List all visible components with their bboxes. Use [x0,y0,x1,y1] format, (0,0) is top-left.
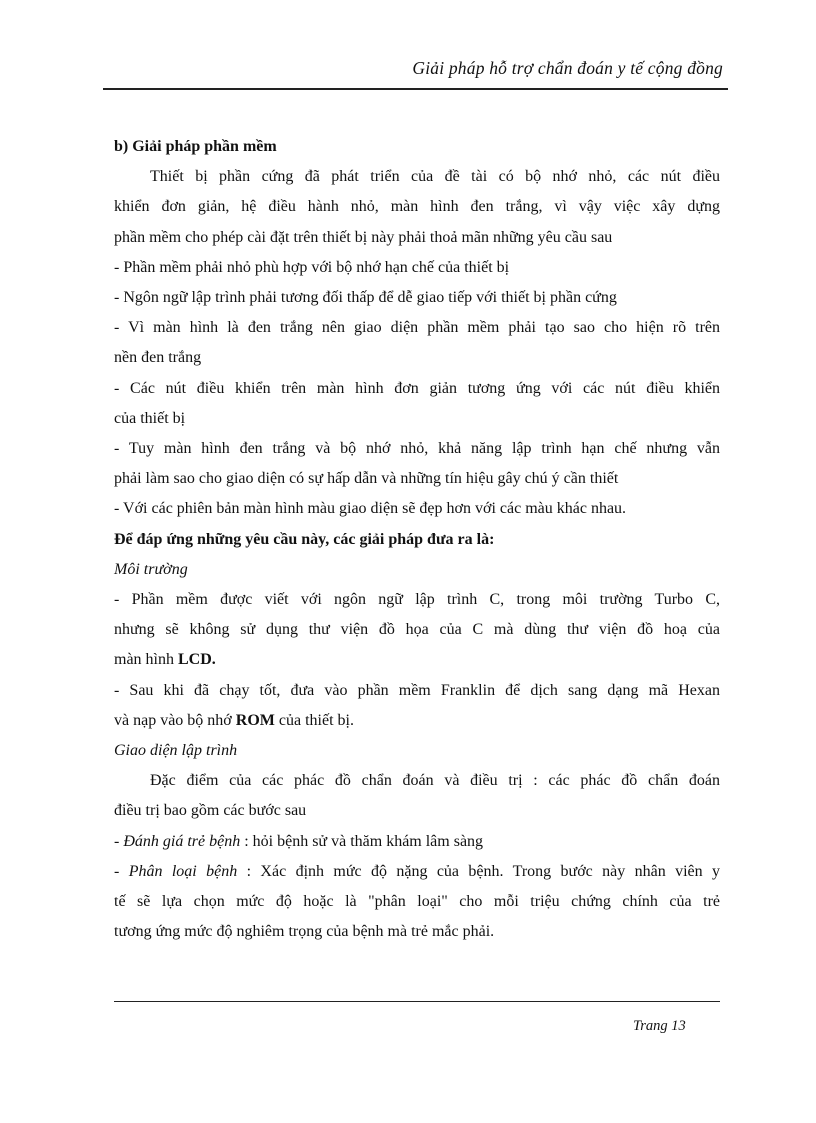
interface-p1-line-2: điều trị bao gồm các bước sau [114,802,307,820]
footer-divider [114,1001,720,1002]
intro-line-3: phần mềm cho phép cài đặt trên thiết bị này phải thoả mãn những yêu cầu sau [114,228,613,246]
environment-p2-line-1: - Sau khi đã chạy tốt, đưa vào phần mềm Franklin để dịch sang dạng mã Hexan [114,681,720,699]
step-1-text: : hỏi bệnh sử và thăm khám lâm sàng [240,832,484,850]
step-2-label: - Phân loại bệnh [114,862,238,880]
requirement-1: - Phần mềm phải nhỏ phù hợp với bộ nhớ hạn chế của thiết bị [114,258,510,276]
step-2-text: : Xác định mức độ nặng của bệnh. Trong bước này nhân viên y [237,862,721,880]
environment-p1-line-2: nhưng sẽ không sử dụng thư viện đồ họa của C mà dùng thư viện đồ hoạ của [114,621,720,639]
page-header-title: Giải pháp hỗ trợ chẩn đoán y tế cộng đồng [412,58,723,78]
intro-line-1: Thiết bị phần cứng đã phát triển của đề tài có bộ nhớ nhỏ, các nút điều [150,168,720,186]
requirement-4-line-2: của thiết bị [114,409,186,427]
solutions-heading: Để đáp ứng những yêu cầu này, các giải pháp đưa ra là: [114,530,495,548]
environment-p1-line-3-text: màn hình [114,651,178,669]
lcd-term: LCD. [178,651,216,669]
requirement-4-line-1: - Các nút điều khiển trên màn hình đơn giản tương ứng với các nút điều khiển [114,379,720,397]
step-1-label: - Đánh giá trẻ bệnh [114,832,241,850]
page-number: Trang 13 [633,1018,686,1034]
environment-p2-line-2 [114,706,720,736]
environment-p2-line-2-pre: và nạp vào bộ nhớ [114,711,236,729]
environment-p1-line-1: - Phần mềm được viết với ngôn ngữ lập trình C, trong môi trường Turbo C, [114,591,720,609]
environment-p1-line-3 [114,645,720,675]
requirement-5-line-2: phải làm sao cho giao diện có sự hấp dẫn và những tín hiệu gây chú ý cần thiết [114,470,619,488]
step-1 [114,827,720,857]
requirement-2: - Ngôn ngữ lập trình phải tương đối thấp để dễ giao tiếp với thiết bị phần cứng [114,289,617,307]
step-2-line-1 [114,857,720,887]
rom-term: ROM [235,711,275,729]
requirement-3-line-2: nền đen trắng [114,349,202,367]
step-2-line-2: tế sẽ lựa chọn mức độ hoặc là "phân loại" cho mỗi triệu chứng chính của trẻ [114,893,720,911]
intro-line-2: khiển đơn giản, hệ điều hành nhỏ, màn hình đen trắng, vì vậy việc xây dựng [114,198,720,216]
interface-heading: Giao diện lập trình [114,742,238,760]
header-divider [103,88,728,90]
step-2-line-3: tương ứng mức độ nghiêm trọng của bệnh mà trẻ mắc phải. [114,923,495,941]
document-body [114,132,720,947]
requirement-3-line-1: - Vì màn hình là đen trắng nên giao diện phần mềm phải tạo sao cho hiện rõ trên [114,319,720,337]
environment-p2-line-2-post: của thiết bị. [274,711,354,729]
requirement-6: - Với các phiên bản màn hình màu giao diện sẽ đẹp hơn với các màu khác nhau. [114,500,627,518]
environment-heading: Môi trường [114,560,188,578]
interface-p1-line-1: Đặc điểm của các phác đồ chẩn đoán và điều trị : các phác đồ chẩn đoán [150,772,720,790]
section-heading: b) Giải pháp phần mềm [114,138,277,155]
requirement-5-line-1: - Tuy màn hình đen trắng và bộ nhớ nhỏ, khả năng lập trình hạn chế nhưng vẫn [114,440,720,458]
